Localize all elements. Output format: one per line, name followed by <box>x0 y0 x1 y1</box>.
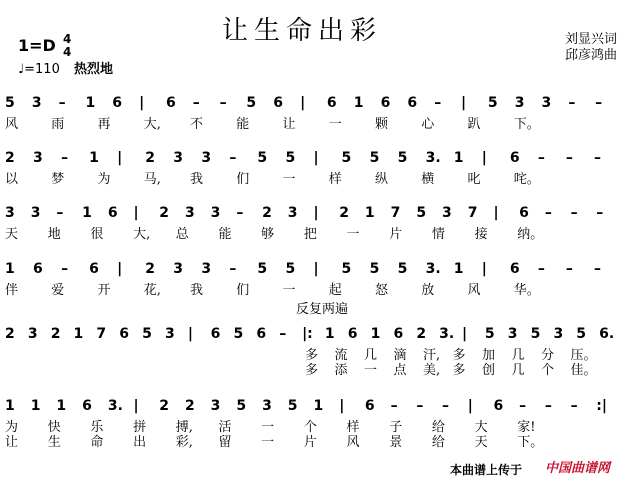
barline: | <box>313 150 319 166</box>
note: 3 <box>210 205 221 221</box>
barline: | <box>462 326 468 342</box>
lyric-syllable: 叱 <box>467 172 481 187</box>
lyric-syllable: 搏, <box>175 420 193 435</box>
note: 6 <box>509 261 520 277</box>
barline: | <box>117 261 123 277</box>
note: – <box>229 261 237 277</box>
note: – <box>595 95 603 111</box>
lyric-syllable: 出 <box>133 435 147 450</box>
note: – <box>570 398 578 414</box>
note: – <box>219 95 227 111</box>
note: 6 <box>119 326 129 342</box>
lyric-syllable: 接 <box>474 227 488 242</box>
note: – <box>416 398 424 414</box>
note: 5 <box>576 326 587 342</box>
note: 3 <box>541 95 552 111</box>
note: – <box>192 95 200 111</box>
note: – <box>544 398 552 414</box>
lyric-syllable: 给 <box>431 435 445 450</box>
note: 3 <box>442 205 452 221</box>
footer-site-logo: 中国曲谱网 <box>545 461 611 476</box>
note: 5 <box>236 398 247 414</box>
note: 6 <box>89 261 99 277</box>
note: 3. <box>107 398 123 414</box>
note: 2 <box>159 205 169 221</box>
time-signature-top: 4 <box>63 32 72 46</box>
note: 1 <box>30 398 41 414</box>
lyric-syllable: 纵 <box>375 172 389 187</box>
lyric-syllable: 趴 <box>467 117 481 132</box>
lyric-syllable: 添 <box>334 363 348 378</box>
note: 2 <box>145 150 155 166</box>
lyric-syllable: 几 <box>364 348 378 363</box>
lyric-syllable: 天 <box>5 227 19 242</box>
note: 5 <box>142 326 152 342</box>
note: – <box>390 398 398 414</box>
note: 5 <box>233 326 244 342</box>
lyric-syllable: 大, <box>133 227 151 242</box>
lyric-syllable: 们 <box>236 283 250 298</box>
note: – <box>537 150 545 166</box>
note: 6 <box>210 326 221 342</box>
note: 1 <box>89 150 99 166</box>
note: 5 <box>369 150 380 166</box>
barline: |: <box>302 326 313 342</box>
lyricist: 刘显兴词 <box>565 32 618 47</box>
note: 1 <box>324 326 335 342</box>
lyric-syllable: 压。 <box>570 348 597 363</box>
lyric-syllable: 以 <box>5 172 19 187</box>
lyric-syllable: 几 <box>511 363 525 378</box>
lyric-syllable: 佳。 <box>570 363 597 378</box>
note: 5 <box>341 150 352 166</box>
lyric-syllable: 多 <box>305 363 319 378</box>
lyric-syllable: 天 <box>474 435 488 450</box>
time-signature-bottom: 4 <box>63 45 72 59</box>
note: 5 <box>246 95 257 111</box>
lyric-syllable: 下。 <box>513 117 540 132</box>
note: 6 <box>407 95 418 111</box>
lyric-syllable: 创 <box>482 363 496 378</box>
note: 5 <box>341 261 352 277</box>
lyric-syllable: 们 <box>236 172 250 187</box>
lyric-syllable: 命 <box>90 435 104 450</box>
note: 5 <box>257 150 268 166</box>
note: 1 <box>56 398 67 414</box>
note: 5 <box>484 326 495 342</box>
note: 1 <box>73 326 84 342</box>
note: – <box>593 261 601 277</box>
lyric-syllable: 样 <box>328 172 342 187</box>
lyric-syllable: 能 <box>236 117 250 132</box>
note: 3 <box>33 150 43 166</box>
lyric-syllable: 生 <box>47 435 61 450</box>
barline: :| <box>596 398 607 414</box>
note: 3 <box>507 326 518 342</box>
lyric-syllable: 心 <box>421 117 435 132</box>
lyric-syllable: 留 <box>218 435 232 450</box>
note: 6 <box>326 95 337 111</box>
lyric-syllable: 怒 <box>375 283 389 298</box>
lyric-syllable: 放 <box>421 283 435 298</box>
note: 6 <box>493 398 504 414</box>
lyric-syllable: 流 <box>334 348 348 363</box>
barline: | <box>313 205 319 221</box>
note: – <box>229 150 237 166</box>
lyric-syllable: 让 <box>282 117 296 132</box>
lyric-syllable: 为 <box>97 172 111 187</box>
note: – <box>519 398 527 414</box>
note: 5 <box>530 326 541 342</box>
note: 5 <box>397 261 408 277</box>
lyric-syllable: 够 <box>261 227 275 242</box>
lyric-syllable: 乐 <box>90 420 104 435</box>
lyric-syllable: 多 <box>305 348 319 363</box>
barline: | <box>461 95 467 111</box>
lyric-syllable: 我 <box>190 283 204 298</box>
note: 5 <box>285 261 296 277</box>
note: 1 <box>453 261 464 277</box>
barline: | <box>313 261 319 277</box>
lyric-syllable: 景 <box>389 435 403 450</box>
repeat-instruction: 反复两遍 <box>296 302 349 317</box>
lyric-syllable: 一 <box>346 227 360 242</box>
note: 5 <box>397 150 408 166</box>
note: – <box>565 150 573 166</box>
note: 1 <box>5 261 15 277</box>
lyric-syllable: 不 <box>190 117 204 132</box>
lyric-syllable: 片 <box>303 435 317 450</box>
barline: | <box>339 398 345 414</box>
note: 2 <box>416 326 427 342</box>
barline: | <box>133 205 139 221</box>
note: 3 <box>553 326 564 342</box>
note: 6 <box>509 150 520 166</box>
footer-upload-text: 本曲谱上传于 <box>450 463 523 477</box>
note: 1 <box>364 205 375 221</box>
note: 6 <box>112 95 123 111</box>
note: 3 <box>173 150 184 166</box>
lyric-syllable: 分 <box>541 348 555 363</box>
note: 1 <box>453 150 464 166</box>
note: 6. <box>599 326 615 342</box>
note: 3 <box>27 326 38 342</box>
lyric-syllable: 地 <box>47 227 61 242</box>
note: 3 <box>201 261 212 277</box>
note: 5 <box>369 261 380 277</box>
barline: | <box>481 261 487 277</box>
lyric-syllable: 一 <box>282 283 296 298</box>
lyric-syllable: 美, <box>423 363 441 378</box>
lyric-syllable: 梦 <box>51 172 65 187</box>
note: 3 <box>5 205 15 221</box>
lyric-syllable: 花, <box>143 283 161 298</box>
note: 1 <box>5 398 15 414</box>
lyric-syllable: 能 <box>218 227 232 242</box>
lyric-syllable: 起 <box>328 283 342 298</box>
note: – <box>544 205 552 221</box>
note: 5 <box>416 205 427 221</box>
lyric-syllable: 为 <box>5 420 19 435</box>
lyric-syllable: 纳。 <box>517 227 544 242</box>
note: 6 <box>380 95 391 111</box>
song-title: 让生命出彩 <box>222 16 383 46</box>
lyric-syllable: 再 <box>97 117 111 132</box>
note: 2 <box>50 326 61 342</box>
note: 2 <box>262 205 272 221</box>
note: 2 <box>5 326 15 342</box>
key-signature: 1=D <box>18 36 56 55</box>
lyric-syllable: 颗 <box>375 117 389 132</box>
note: – <box>565 261 573 277</box>
lyric-syllable: 一 <box>328 117 342 132</box>
lyric-syllable: 个 <box>303 420 317 435</box>
lyric-syllable: 子 <box>389 420 403 435</box>
lyric-syllable: 雨 <box>51 117 65 132</box>
lyric-syllable: 滴 <box>393 348 407 363</box>
note: – <box>58 95 66 111</box>
lyric-syllable: 横 <box>421 172 435 187</box>
note: 7 <box>390 205 401 221</box>
note: 1 <box>85 95 96 111</box>
lyric-syllable: 开 <box>97 283 111 298</box>
lyric-syllable: 总 <box>175 227 189 242</box>
note: – <box>434 95 442 111</box>
barline: | <box>139 95 145 111</box>
note: 7 <box>96 326 107 342</box>
lyric-syllable: 几 <box>511 348 525 363</box>
note: 6 <box>107 205 118 221</box>
lyric-syllable: 咤。 <box>513 172 540 187</box>
lyric-syllable: 爱 <box>51 283 65 298</box>
barline: | <box>481 150 487 166</box>
note: 5 <box>257 261 268 277</box>
lyric-syllable: 点 <box>393 363 407 378</box>
lyric-syllable: 风 <box>346 435 360 450</box>
note: 5 <box>287 398 298 414</box>
lyric-syllable: 马, <box>143 172 161 187</box>
lyric-syllable: 加 <box>482 348 496 363</box>
note: 6 <box>364 398 375 414</box>
note: – <box>56 205 64 221</box>
note: 3. <box>425 261 441 277</box>
note: 2 <box>5 150 15 166</box>
lyric-syllable: 拼 <box>133 420 147 435</box>
lyric-syllable: 我 <box>190 172 204 187</box>
note: 2 <box>159 398 169 414</box>
note: 6 <box>273 95 283 111</box>
expression-mark: 热烈地 <box>74 62 114 77</box>
lyric-syllable: 很 <box>90 227 104 242</box>
lyric-syllable: 华。 <box>513 283 540 298</box>
composer: 邱彦鸿曲 <box>565 48 618 63</box>
note: 5 <box>487 95 498 111</box>
lyric-syllable: 大 <box>474 420 488 435</box>
note: 3 <box>31 95 42 111</box>
lyric-syllable: 一 <box>282 172 296 187</box>
note: 3 <box>262 398 272 414</box>
note: 3 <box>514 95 525 111</box>
note: – <box>236 205 244 221</box>
note: 3 <box>30 205 41 221</box>
lyric-syllable: 个 <box>541 363 555 378</box>
lyric-syllable: 把 <box>303 227 317 242</box>
note: 3 <box>210 398 221 414</box>
note: – <box>593 150 601 166</box>
note: 6 <box>256 326 267 342</box>
tempo-mark: ♩=110 <box>18 62 60 77</box>
note: 6 <box>519 205 529 221</box>
lyric-syllable: 多 <box>452 348 466 363</box>
note: 7 <box>467 205 478 221</box>
note: 3 <box>201 150 212 166</box>
note: 6 <box>393 326 404 342</box>
lyric-syllable: 彩, <box>175 435 193 450</box>
lyric-syllable: 家! <box>517 420 536 435</box>
note: 6 <box>82 398 92 414</box>
lyric-syllable: 大, <box>143 117 161 132</box>
note: – <box>596 205 604 221</box>
note: 1 <box>353 95 364 111</box>
note: – <box>61 261 69 277</box>
lyric-syllable: 一 <box>364 363 378 378</box>
lyric-syllable: 风 <box>467 283 481 298</box>
note: 3. <box>425 150 441 166</box>
note: – <box>570 205 578 221</box>
lyric-syllable: 一 <box>261 435 275 450</box>
barline: | <box>467 398 473 414</box>
note: 2 <box>145 261 155 277</box>
note: 3. <box>439 326 455 342</box>
note: – <box>279 326 287 342</box>
barline: | <box>117 150 123 166</box>
barline: | <box>187 326 193 342</box>
note: 3 <box>164 326 175 342</box>
lyric-syllable: 伴 <box>5 283 19 298</box>
lyric-syllable: 让 <box>5 435 19 450</box>
note: 1 <box>313 398 324 414</box>
note: 3 <box>287 205 298 221</box>
note: 6 <box>165 95 176 111</box>
lyric-syllable: 多 <box>452 363 466 378</box>
lyric-syllable: 一 <box>261 420 275 435</box>
note: 6 <box>33 261 43 277</box>
lyric-syllable: 给 <box>431 420 445 435</box>
note: – <box>442 398 450 414</box>
note: – <box>61 150 69 166</box>
barline: | <box>493 205 499 221</box>
note: 5 <box>5 95 15 111</box>
lyric-syllable: 风 <box>5 117 19 132</box>
note: 1 <box>82 205 92 221</box>
lyric-syllable: 活 <box>218 420 232 435</box>
note: 3 <box>184 205 195 221</box>
lyric-syllable: 片 <box>389 227 403 242</box>
note: 5 <box>285 150 296 166</box>
note: – <box>537 261 545 277</box>
barline: | <box>133 398 139 414</box>
lyric-syllable: 样 <box>346 420 360 435</box>
note: – <box>568 95 576 111</box>
lyric-syllable: 下。 <box>517 435 544 450</box>
barline: | <box>300 95 306 111</box>
note: 6 <box>347 326 358 342</box>
note: 3 <box>173 261 184 277</box>
note: 2 <box>339 205 349 221</box>
note: 2 <box>184 398 195 414</box>
note: 1 <box>370 326 381 342</box>
lyric-syllable: 快 <box>47 420 61 435</box>
lyric-syllable: 情 <box>431 227 445 242</box>
lyric-syllable: 汗, <box>423 348 441 363</box>
